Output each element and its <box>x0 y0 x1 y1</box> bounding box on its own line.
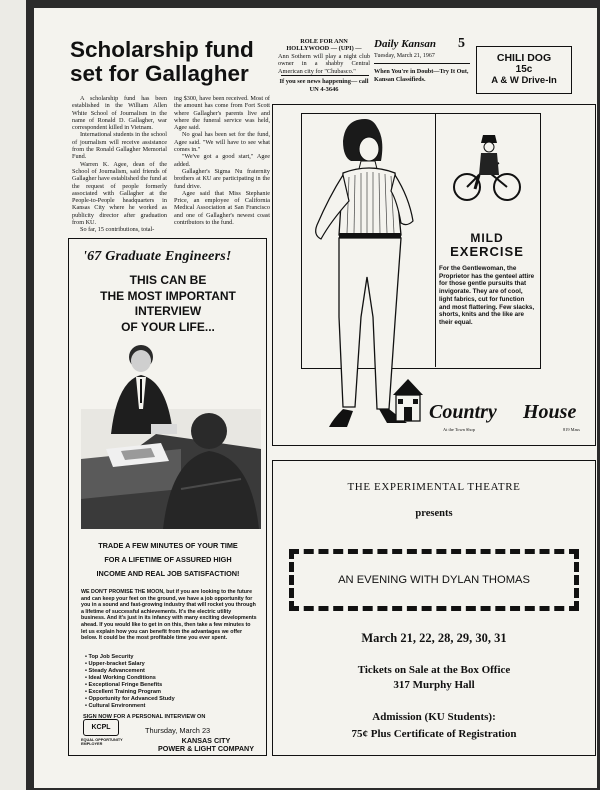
article-headline <box>70 38 270 86</box>
heading-line-1: MILD <box>470 231 504 245</box>
show-dates: March 21, 22, 28, 29, 30, 31 <box>361 631 507 645</box>
article-column-2 <box>174 95 270 226</box>
tagline-line: TRADE A FEW MINUTES OF YOUR TIME <box>98 541 238 550</box>
company-line-1: KANSAS CITY <box>181 736 231 745</box>
chili-line-3: A & W Drive-In <box>491 75 557 86</box>
house-logo-icon <box>391 375 425 425</box>
ticket-info <box>273 663 595 693</box>
headline-line: THE MOST IMPORTANT <box>100 288 236 303</box>
ticket-line-2: 317 Murphy Hall <box>393 679 475 691</box>
theatre-name: THE EXPERIMENTAL THEATRE <box>347 481 521 493</box>
country-house-ad <box>272 104 596 446</box>
benefit-item: • Top Job Security <box>85 654 255 661</box>
benefit-item: • Opportunity for Advanced Study <box>85 696 255 703</box>
tagline-line: FOR A LIFETIME OF ASSURED HIGH <box>104 555 232 564</box>
paragraph: ing $300, have been received. Most of the amount has come from Fort Scott where Gallagher's parents live and where the funeral service was held, Agee said. <box>174 95 270 132</box>
benefit-item: • Ideal Working Conditions <box>85 675 255 682</box>
brief-head-1: ROLE FOR ANN <box>300 38 348 45</box>
engineer-script-title: '67 Graduate Engineers! <box>83 249 232 264</box>
cyclist-illustration <box>453 123 523 203</box>
brief-head-2: HOLLYWOOD — (UPI) — <box>286 45 362 53</box>
eeo-notice: EQUAL OPPORTUNITY EMPLOYER <box>81 738 123 747</box>
headline-line-1: Scholarship fund <box>70 37 254 62</box>
company-name <box>151 737 261 754</box>
mild-exercise-heading <box>441 231 533 259</box>
headline-line: OF YOUR LIFE... <box>121 319 215 334</box>
paragraph: Warren K. Agee, dean of the School of Journalism, said friends of Gallagher have established the fund at the request of people formerly associated with Gallagher at the People-to-People headquarters in Kansas City where he worked as publicity director after graduation from KU. <box>72 160 167 227</box>
store-address: 819 Mass <box>563 427 580 432</box>
chili-price: 15c <box>515 64 533 75</box>
theatre-presents: presents <box>415 508 453 519</box>
news-tip: If you see news happening— call UN 4-3646 <box>279 78 369 93</box>
theatre-ad <box>272 460 596 756</box>
paragraph: A scholarship fund has been established in the William Allen White School of Journalism in the name of Ronald D. Gallagher, war correspondent killed in Vietnam. <box>72 95 167 132</box>
benefit-item: • Excellent Training Program <box>85 689 255 696</box>
interview-photo <box>81 339 261 529</box>
show-title-banner: AN EVENING WITH DYLAN THOMAS <box>289 549 579 611</box>
classified-promo: When You're in Doubt—Try It Out, Kansan Classifieds. <box>374 68 469 83</box>
benefit-item: • Cultural Environment <box>85 703 255 710</box>
paragraph: Gallagher's Sigma Nu fraternity brothers at KU are participating in the fund drive. <box>174 167 270 190</box>
brand-house: House <box>523 401 577 423</box>
benefit-item: • Exceptional Fringe Benefits <box>85 682 255 689</box>
heading-line-2: EXERCISE <box>450 244 524 259</box>
paragraph: Agee said that Miss Stephanie Price, an employee of California Medical Association at San Francisco and one of Gallagher's newest coast contributors to the fund. <box>174 189 270 227</box>
brief-rule <box>281 75 369 76</box>
benefit-list <box>85 654 255 710</box>
adjacent-page-edge <box>0 0 26 790</box>
engineer-tagline <box>79 539 257 581</box>
paragraph: International students in the school of journalism will receive assistance from the Ronald Gallagher Memorial Fund. <box>72 131 167 161</box>
country-ad-body: For the Gentlewoman, the Proprietor has the genteel attire for those gentle pursuits that invigorate. They are of cool, light fabrics, cut for function and most flattering. Few slacks, shorts, knits and the like are their equal. <box>439 265 535 326</box>
engineer-body: WE DON'T PROMISE THE MOON, but if you are looking to the future and can keep your feet on the ground, we have a job opportunity for you in a sound and fast-growing industry that will rocket you through a lifetime of successful achievements. It's the electric utility business. And it's just in its infancy with many exciting developments ahead. If you would like to get in on this, then take a few minutes to let us explain how you can benefit from the advantages we offer below. It could be the most profitable time you ever spent. <box>81 589 257 642</box>
headline-line-2: set for Gallagher <box>70 61 249 86</box>
brief-body: Ann Sothern will play a night club owner in a shabby Central American city for "Chubasco." <box>278 52 370 75</box>
headline-line: THIS CAN BE <box>129 273 207 287</box>
newspaper-page <box>34 8 597 788</box>
company-line-2: POWER & LIGHT COMPANY <box>157 744 255 754</box>
paragraph: "We've got a good start," Agee added. <box>174 153 270 168</box>
benefit-item: • Upper-bracket Salary <box>85 661 255 668</box>
kcpl-logo: KCPL <box>83 719 119 736</box>
chili-line-1: CHILI DOG <box>496 52 552 64</box>
masthead-page-number: 5 <box>458 36 465 51</box>
admission-line-1: Admission (KU Students): <box>372 711 496 723</box>
store-location: At the Town Shop <box>443 427 475 432</box>
chili-dog-ad <box>476 46 572 94</box>
engineer-ad <box>68 238 267 756</box>
tagline-line: INCOME AND REAL JOB SATISFACTION! <box>96 569 240 578</box>
brand-country: Country <box>429 401 497 423</box>
masthead-paper-name: Daily Kansan <box>374 38 437 50</box>
headline-line: INTERVIEW <box>134 304 202 318</box>
masthead-rule <box>374 63 470 64</box>
benefit-item: • Steady Advancement <box>85 668 255 675</box>
paragraph: So far, 15 contributions, total- <box>80 226 155 234</box>
paragraph: No goal has been set for the fund, Agee said. "We will have to see what comes in." <box>174 131 270 154</box>
admission-info <box>273 709 595 743</box>
article-column-1 <box>72 95 167 234</box>
engineer-headline <box>79 273 257 335</box>
interview-date: Thursday, March 23 <box>145 726 211 735</box>
ticket-line-1: Tickets on Sale at the Box Office <box>357 664 511 676</box>
engineer-signup: SIGN NOW FOR A PERSONAL INTERVIEW ON <box>83 714 206 720</box>
admission-line-2: 75¢ Plus Certificate of Registration <box>351 728 517 740</box>
news-brief <box>278 38 370 75</box>
masthead-date: Tuesday, March 21, 1967 <box>374 53 435 59</box>
